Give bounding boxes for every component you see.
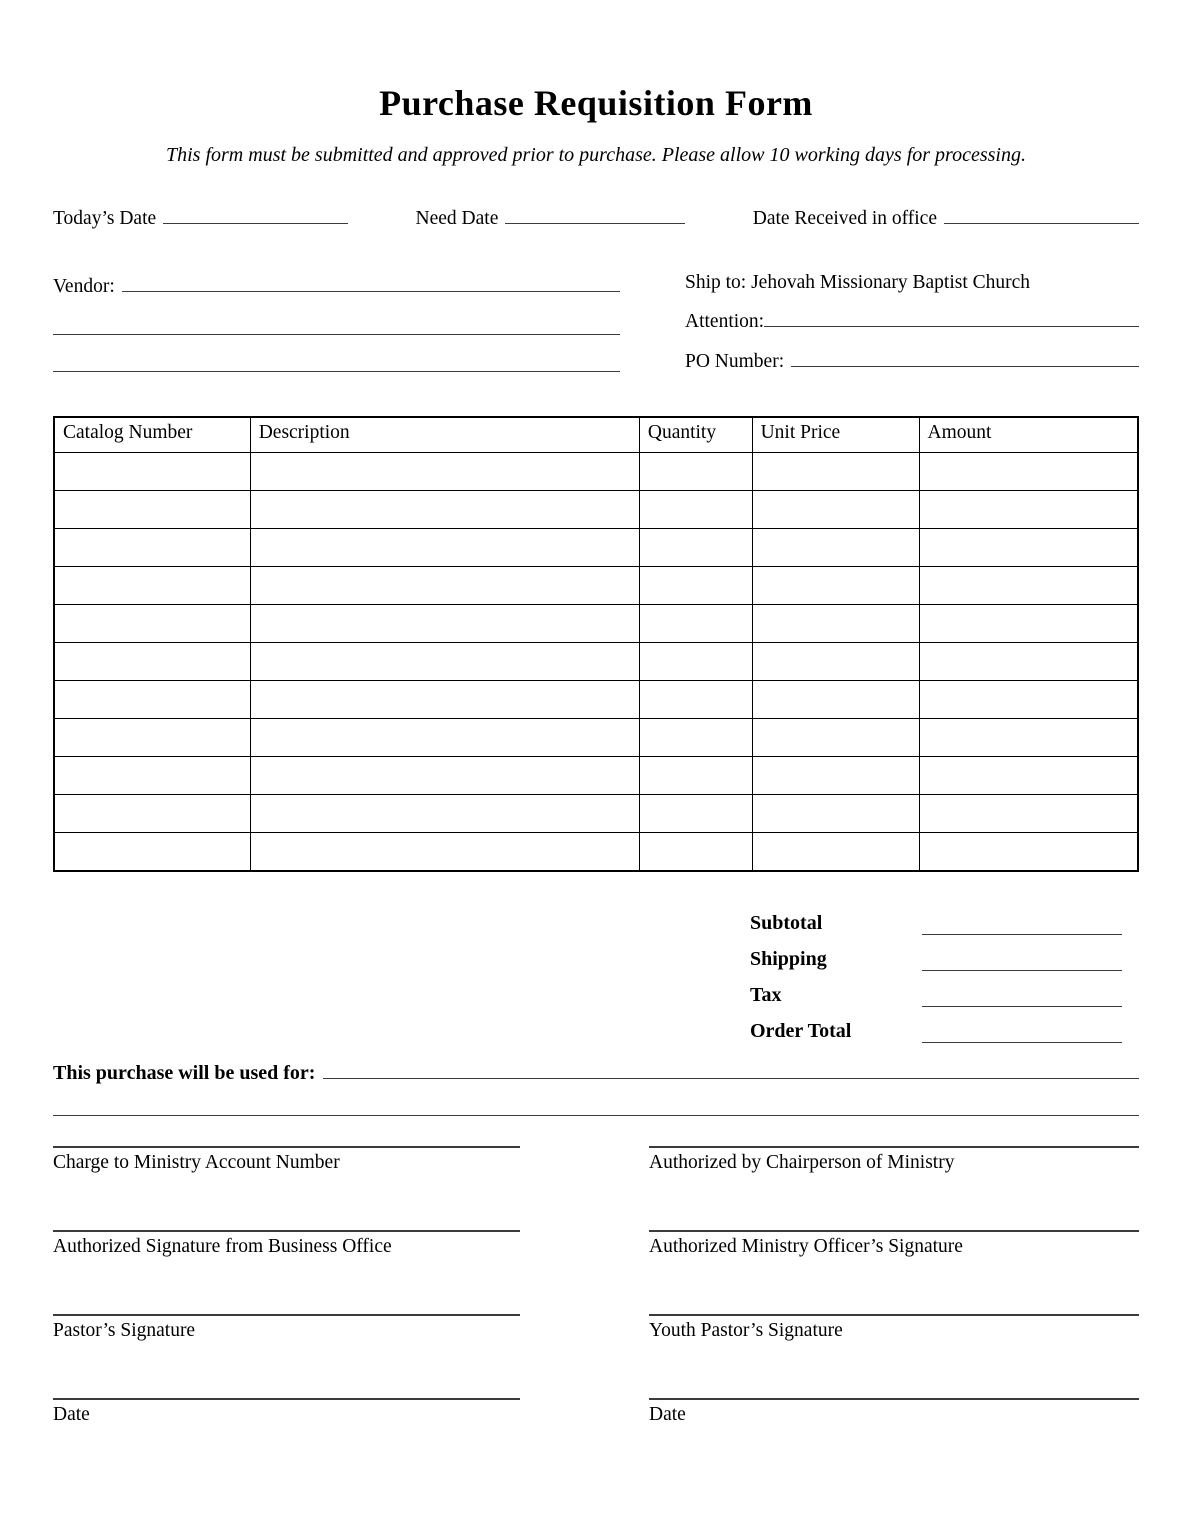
po-number-field bbox=[685, 346, 1139, 373]
todays-date-field bbox=[53, 203, 348, 230]
items-table-row bbox=[54, 453, 1138, 491]
items-table-column-header: Amount bbox=[919, 417, 1138, 453]
catalog-number-cell[interactable] bbox=[54, 567, 250, 605]
signature-label: Youth Pastor’s Signature bbox=[649, 1320, 843, 1341]
description-cell[interactable] bbox=[250, 719, 639, 757]
signature-cell bbox=[649, 1314, 1139, 1342]
signature-cell bbox=[649, 1398, 1139, 1426]
attention-label: Attention: bbox=[685, 311, 765, 332]
vendor-label: Vendor: bbox=[53, 276, 115, 297]
catalog-number-cell[interactable] bbox=[54, 681, 250, 719]
signature-row bbox=[53, 1146, 1139, 1174]
signature-label: Authorized Signature from Business Office bbox=[53, 1236, 392, 1257]
items-table-row bbox=[54, 491, 1138, 529]
description-cell[interactable] bbox=[250, 757, 639, 795]
amount-cell[interactable] bbox=[919, 567, 1138, 605]
quantity-cell[interactable] bbox=[639, 453, 752, 491]
quantity-cell[interactable] bbox=[639, 719, 752, 757]
totals-section bbox=[750, 912, 1122, 1043]
amount-cell[interactable] bbox=[919, 757, 1138, 795]
amount-cell[interactable] bbox=[919, 605, 1138, 643]
purpose-field bbox=[53, 1059, 1139, 1086]
purpose-label: This purchase will be used for: bbox=[53, 1062, 316, 1084]
shipto-block bbox=[685, 272, 1139, 386]
items-table-row bbox=[54, 719, 1138, 757]
po-number-label: PO Number: bbox=[685, 350, 785, 372]
signature-row bbox=[53, 1230, 1139, 1258]
signature-cell bbox=[53, 1146, 520, 1174]
unit-price-cell[interactable] bbox=[752, 529, 919, 567]
unit-price-cell[interactable] bbox=[752, 453, 919, 491]
unit-price-cell[interactable] bbox=[752, 681, 919, 719]
description-cell[interactable] bbox=[250, 643, 639, 681]
todays-date-label: Today’s Date bbox=[53, 207, 157, 229]
catalog-number-cell[interactable] bbox=[54, 757, 250, 795]
date-received-input[interactable] bbox=[944, 203, 1139, 224]
signature-cell bbox=[53, 1398, 520, 1426]
description-cell[interactable] bbox=[250, 567, 639, 605]
todays-date-input[interactable] bbox=[163, 203, 348, 224]
amount-cell[interactable] bbox=[919, 529, 1138, 567]
quantity-cell[interactable] bbox=[639, 643, 752, 681]
totals-label: Shipping bbox=[750, 947, 827, 970]
signature-label: Date bbox=[53, 1404, 90, 1425]
signature-row bbox=[53, 1398, 1139, 1426]
shipto-text: Ship to: Jehovah Missionary Baptist Church bbox=[685, 271, 1031, 293]
quantity-cell[interactable] bbox=[639, 605, 752, 643]
amount-cell[interactable] bbox=[919, 795, 1138, 833]
catalog-number-cell[interactable] bbox=[54, 833, 250, 871]
items-table-row bbox=[54, 605, 1138, 643]
items-table-row bbox=[54, 833, 1138, 871]
vendor-field bbox=[53, 272, 620, 299]
unit-price-cell[interactable] bbox=[752, 643, 919, 681]
vendor-block bbox=[53, 272, 620, 386]
items-table-row bbox=[54, 529, 1138, 567]
unit-price-cell[interactable] bbox=[752, 757, 919, 795]
totals-input[interactable] bbox=[922, 950, 1122, 971]
need-date-input[interactable] bbox=[505, 203, 685, 224]
po-number-input[interactable] bbox=[791, 346, 1139, 367]
signature-cell bbox=[649, 1230, 1139, 1258]
amount-cell[interactable] bbox=[919, 833, 1138, 871]
description-cell[interactable] bbox=[250, 681, 639, 719]
items-table-row bbox=[54, 643, 1138, 681]
description-cell[interactable] bbox=[250, 833, 639, 871]
unit-price-cell[interactable] bbox=[752, 491, 919, 529]
quantity-cell[interactable] bbox=[639, 681, 752, 719]
items-table-row bbox=[54, 567, 1138, 605]
catalog-number-cell[interactable] bbox=[54, 719, 250, 757]
description-cell[interactable] bbox=[250, 795, 639, 833]
totals-row bbox=[750, 912, 1122, 935]
totals-input[interactable] bbox=[922, 1022, 1122, 1043]
signature-label: Pastor’s Signature bbox=[53, 1320, 196, 1341]
totals-label: Tax bbox=[750, 983, 782, 1006]
purpose-input-line-1[interactable] bbox=[323, 1059, 1139, 1080]
unit-price-cell[interactable] bbox=[752, 795, 919, 833]
date-received-field bbox=[753, 203, 1139, 230]
form-instructions: This form must be submitted and approved prior to purchase. Please allow 10 working days for processing. bbox=[166, 144, 1026, 166]
quantity-cell[interactable] bbox=[639, 795, 752, 833]
items-table-column-header: Unit Price bbox=[752, 417, 919, 453]
signature-row bbox=[53, 1314, 1139, 1342]
signature-label: Charge to Ministry Account Number bbox=[53, 1152, 340, 1173]
quantity-cell[interactable] bbox=[639, 529, 752, 567]
totals-label: Order Total bbox=[750, 1019, 852, 1042]
signature-label: Authorized Ministry Officer’s Signature bbox=[649, 1236, 963, 1257]
signature-label: Date bbox=[649, 1404, 686, 1425]
signature-cell bbox=[649, 1146, 1139, 1174]
unit-price-cell[interactable] bbox=[752, 719, 919, 757]
unit-price-cell[interactable] bbox=[752, 605, 919, 643]
quantity-cell[interactable] bbox=[639, 757, 752, 795]
items-table-column-header: Quantity bbox=[639, 417, 752, 453]
catalog-number-cell[interactable] bbox=[54, 795, 250, 833]
signatures-section bbox=[53, 1146, 1139, 1426]
signature-cell bbox=[53, 1230, 520, 1258]
unit-price-cell[interactable] bbox=[752, 567, 919, 605]
vendor-input-line-3[interactable] bbox=[53, 335, 620, 372]
amount-cell[interactable] bbox=[919, 643, 1138, 681]
unit-price-cell[interactable] bbox=[752, 833, 919, 871]
quantity-cell[interactable] bbox=[639, 833, 752, 871]
catalog-number-cell[interactable] bbox=[54, 605, 250, 643]
quantity-cell[interactable] bbox=[639, 567, 752, 605]
vendor-input-line-1[interactable] bbox=[122, 272, 620, 293]
purpose-input-line-2[interactable] bbox=[53, 1085, 1139, 1116]
items-table bbox=[53, 416, 1139, 872]
description-cell[interactable] bbox=[250, 453, 639, 491]
totals-input[interactable] bbox=[922, 914, 1122, 935]
page-title: Purchase Requisition Form bbox=[379, 83, 813, 123]
signature-cell bbox=[53, 1314, 520, 1342]
items-table-row bbox=[54, 795, 1138, 833]
totals-row bbox=[750, 1020, 1122, 1043]
totals-label: Subtotal bbox=[750, 911, 823, 934]
totals-row bbox=[750, 984, 1122, 1007]
items-table-header-row bbox=[54, 417, 1138, 453]
vendor-shipto-section bbox=[53, 272, 1139, 386]
amount-cell[interactable] bbox=[919, 681, 1138, 719]
items-table-row bbox=[54, 681, 1138, 719]
attention-field bbox=[685, 307, 1139, 334]
need-date-label: Need Date bbox=[415, 207, 499, 229]
catalog-number-cell[interactable] bbox=[54, 643, 250, 681]
vendor-input-line-2[interactable] bbox=[53, 298, 620, 335]
catalog-number-cell[interactable] bbox=[54, 491, 250, 529]
totals-row bbox=[750, 948, 1122, 971]
catalog-number-cell[interactable] bbox=[54, 453, 250, 491]
amount-cell[interactable] bbox=[919, 453, 1138, 491]
description-cell[interactable] bbox=[250, 491, 639, 529]
catalog-number-cell[interactable] bbox=[54, 529, 250, 567]
attention-input[interactable] bbox=[764, 307, 1139, 328]
need-date-field bbox=[416, 203, 686, 230]
description-cell[interactable] bbox=[250, 529, 639, 567]
dates-row bbox=[53, 203, 1139, 230]
date-received-label: Date Received in office bbox=[752, 207, 937, 229]
items-table-column-header: Catalog Number bbox=[54, 417, 250, 453]
amount-cell[interactable] bbox=[919, 719, 1138, 757]
items-table-row bbox=[54, 757, 1138, 795]
quantity-cell[interactable] bbox=[639, 491, 752, 529]
items-table-column-header: Description bbox=[250, 417, 639, 453]
signature-label: Authorized by Chairperson of Ministry bbox=[649, 1152, 955, 1173]
amount-cell[interactable] bbox=[919, 491, 1138, 529]
totals-input[interactable] bbox=[922, 986, 1122, 1007]
description-cell[interactable] bbox=[250, 605, 639, 643]
